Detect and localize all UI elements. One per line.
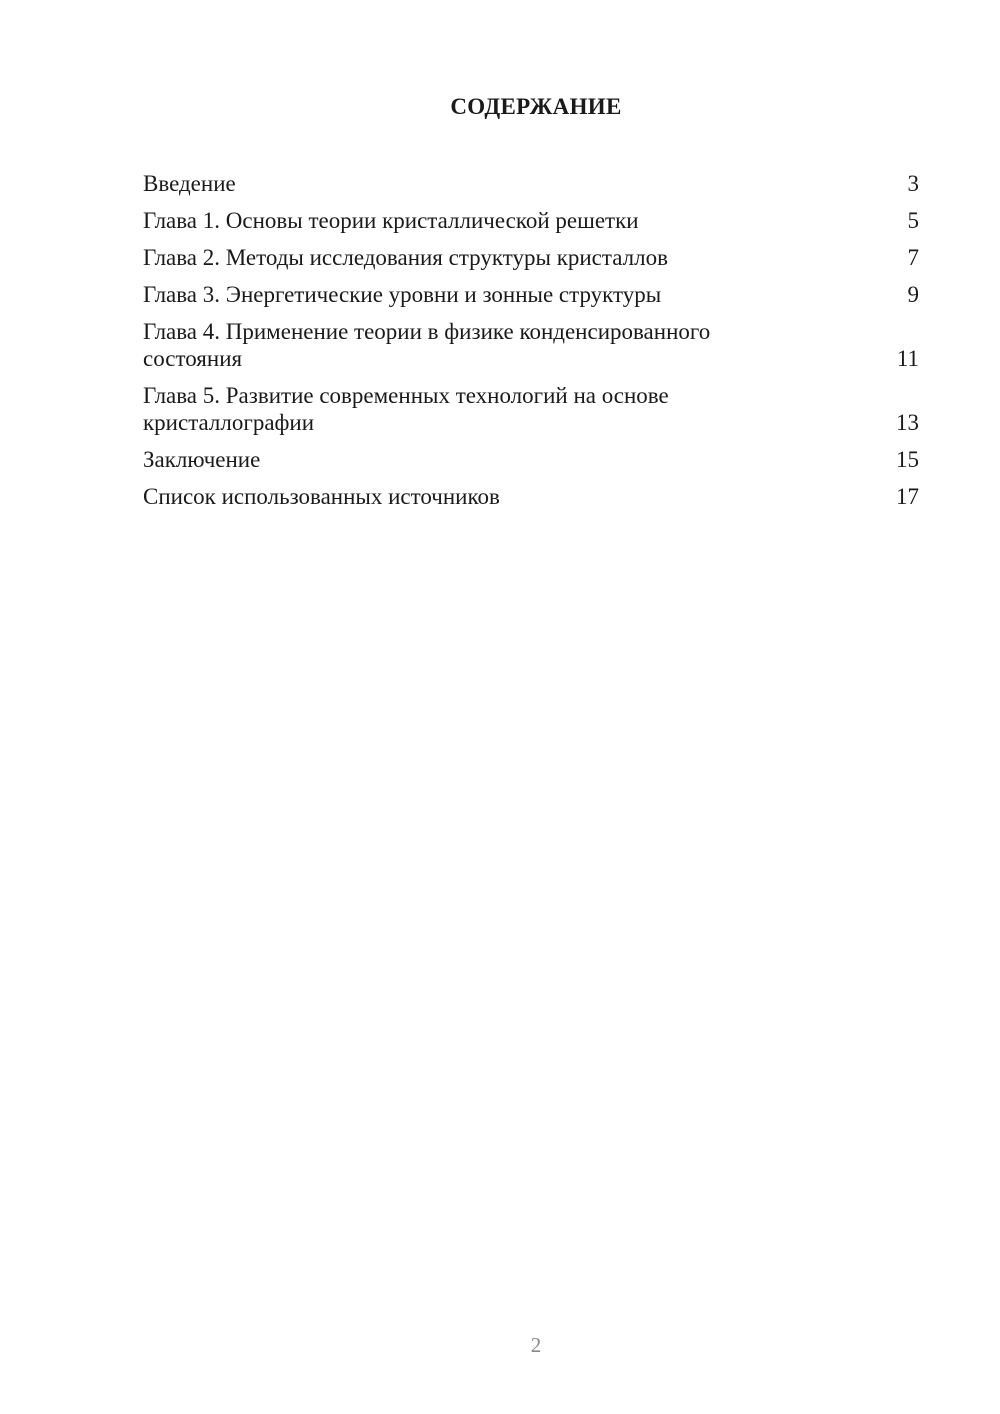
toc-item-page: 15: [896, 447, 919, 472]
toc-item-label: Глава 2. Методы исследования структуры кристаллов: [143, 245, 668, 270]
toc-item-label: Глава 3. Энергетические уровни и зонные структуры: [143, 282, 662, 307]
page-number: 2: [530, 1333, 542, 1357]
toc-item-page: 7: [907, 245, 919, 270]
toc-item-label: Заключение: [143, 447, 261, 472]
toc-item-chapter-3[interactable]: [143, 281, 919, 308]
toc-item-chapter-2[interactable]: [143, 244, 919, 271]
toc-item-page: 9: [907, 282, 919, 307]
toc-item-chapter-1[interactable]: [143, 207, 919, 234]
toc-item-page: 11: [896, 346, 919, 371]
toc-item-conclusion[interactable]: [143, 446, 919, 473]
toc-item-introduction[interactable]: [143, 170, 919, 197]
toc-item-references[interactable]: [143, 483, 919, 510]
toc-item-chapter-4[interactable]: [143, 318, 919, 372]
toc-item-page: 17: [896, 484, 919, 509]
table-of-contents: [143, 170, 919, 520]
toc-item-page: 5: [907, 208, 919, 233]
toc-item-label: Глава 5. Развитие современных технологий на основе кристаллографии: [143, 383, 669, 435]
toc-title: СОДЕРЖАНИЕ: [450, 94, 622, 119]
toc-item-label: Список использованных источников: [143, 484, 500, 509]
toc-item-chapter-5[interactable]: [143, 382, 919, 436]
toc-item-label: Глава 4. Применение теории в физике конденсированного состояния: [143, 319, 711, 371]
toc-item-page: 3: [907, 171, 919, 196]
toc-item-label: Глава 1. Основы теории кристаллической решетки: [143, 208, 639, 233]
toc-item-label: Введение: [143, 171, 236, 196]
toc-item-page: 13: [896, 410, 919, 435]
